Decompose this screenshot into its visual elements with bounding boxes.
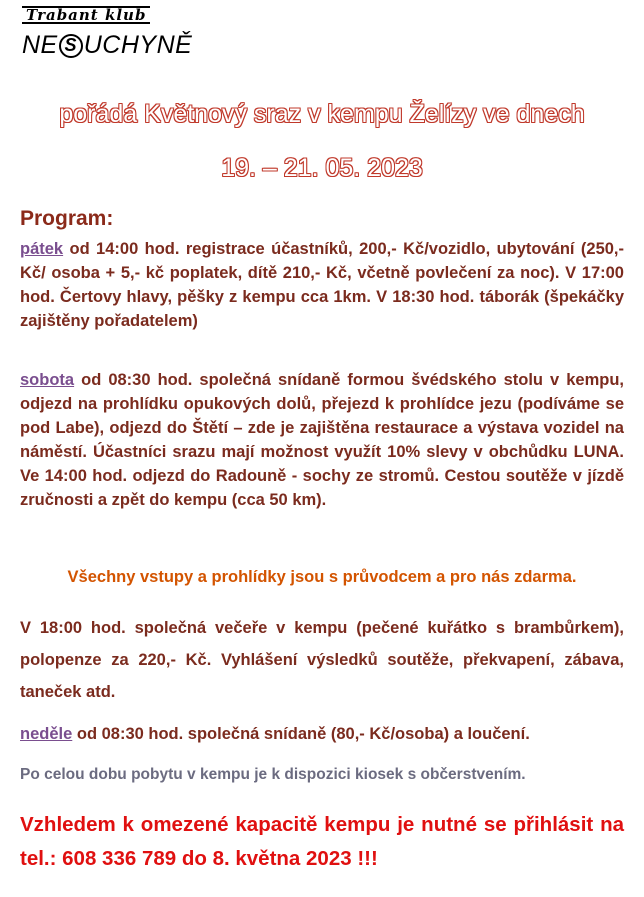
saturday-text: od 08:30 hod. společná snídaně formou švédského stolu v kempu, odjezd na prohlídku opukových dolů, přejezd k prohlídce jezu (podíváme se pod Labe), odjezd do Štětí – zde je zajištěna restaurace a výstava vozidel na náměstí. Účastníci srazu mají možnost využít 10% slevy v obchůdku LUNA. Ve 14:00 hod. odjezd do Radouně - sochy ze stromů. Cestou soutěže v jízdě zručnosti a zpět do kempu (cca 50 km). <box>20 371 624 509</box>
sunday-label: neděle <box>20 725 73 743</box>
event-dates: 19. – 21. 05. 2023 <box>221 154 423 182</box>
logo-club-text: Trabant klub <box>22 6 150 24</box>
friday-text: od 14:00 hod. registrace účastníků, 200,- Kč/vozidlo, ubytování (250,- Kč/ osoba + 5,- kč poplatek, dítě 210,- Kč, včetně povlečení za noc). V 17:00 hod. Čertovy hlavy, pěšky z kempu cca 1km. V 18:30 hod. táborák (špekáčky zajištěny pořadatelem) <box>20 240 624 330</box>
saturday-label: sobota <box>20 371 75 389</box>
club-logo <box>22 6 222 60</box>
free-entry-note: Všechny vstupy a prohlídky jsou s průvodcem a pro nás zdarma. <box>67 568 577 586</box>
kiosk-note: Po celou dobu pobytu v kempu je k dispozici kiosek s občerstvením. <box>20 766 526 783</box>
logo-s-icon: S <box>59 34 83 58</box>
event-headline: pořádá Květnový sraz v kempu Želízy ve dnech <box>59 100 585 128</box>
friday-label: pátek <box>20 240 64 258</box>
program-title: Program: <box>20 207 114 230</box>
logo-name <box>22 31 222 60</box>
registration-notice: Vzhledem k omezené kapacitě kempu je nutné se přihlásit na tel.: 608 336 789 do 8. května 2023 !!! <box>20 813 624 870</box>
evening-paragraph: V 18:00 hod. společná večeře v kempu (pečené kuřátko s brambůrkem), polopenze za 220,- Kč. Vyhlášení výsledků soutěže, překvapení, zábava, taneček atd. <box>20 619 624 701</box>
sunday-paragraph <box>20 722 624 746</box>
sunday-text: od 08:30 hod. společná snídaně (80,- Kč/osoba) a loučení. <box>72 725 530 743</box>
friday-paragraph <box>20 237 624 333</box>
saturday-paragraph <box>20 368 624 512</box>
logo-name-post: UCHYNĚ <box>83 31 193 59</box>
logo-name-pre: NE <box>22 31 58 59</box>
